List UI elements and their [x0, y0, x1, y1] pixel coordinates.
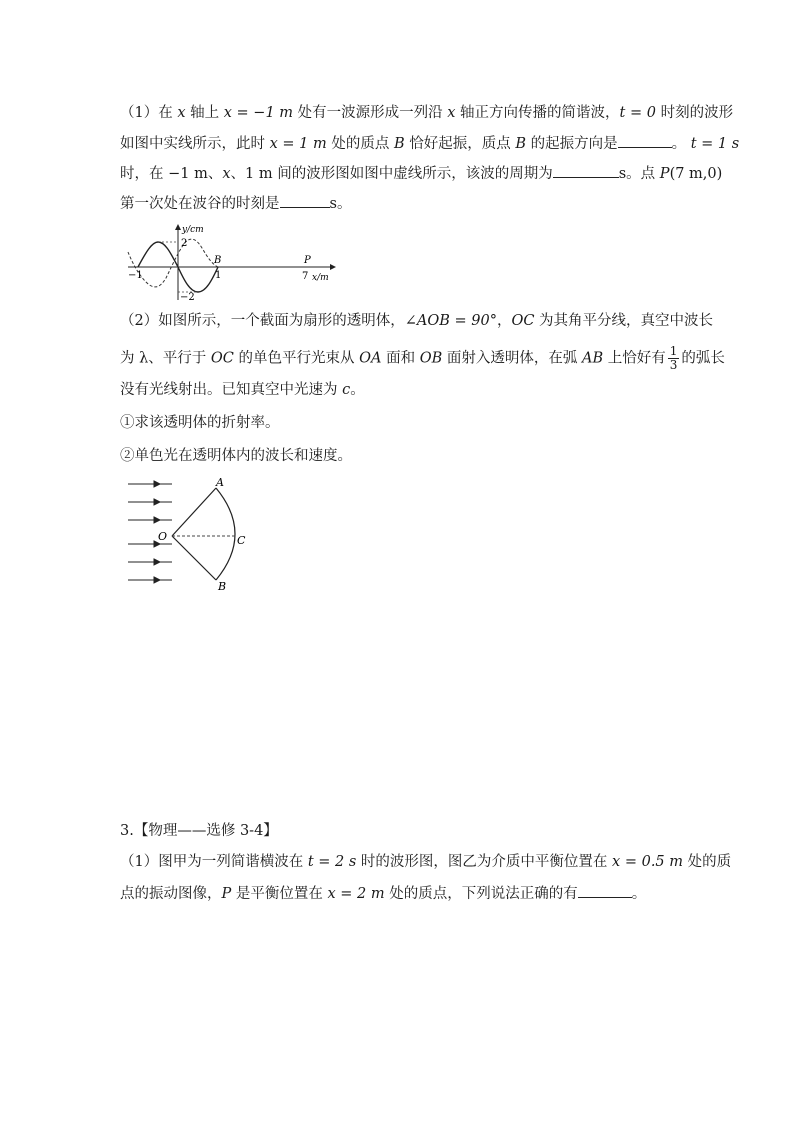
- math-t2: t = 2 s: [307, 854, 357, 870]
- text: 轴正方向传播的简谐波，: [455, 105, 620, 121]
- tick-2: 2: [181, 238, 188, 249]
- text: 处的质点: [326, 136, 394, 152]
- math-point: (7 m,0): [669, 166, 723, 182]
- label-O: O: [158, 530, 168, 543]
- text: 处的质点，下列说法正确的有: [384, 886, 578, 902]
- text: 为其角平分线，真空中波长: [534, 313, 714, 329]
- var-x: x: [222, 166, 231, 182]
- text: （1）在: [120, 105, 178, 121]
- q2-line-4: [120, 413, 280, 433]
- tick-neg1: −1: [128, 270, 143, 281]
- y-label: y/cm: [182, 225, 204, 235]
- tick-1: 1: [215, 270, 222, 281]
- text: 。: [350, 382, 365, 398]
- q2-line-1: [120, 311, 713, 331]
- sub-question-1: ①求该透明体的折射率。: [120, 415, 280, 431]
- text: 是平衡位置在: [231, 886, 328, 902]
- math-x-neg1: x = −1 m: [223, 105, 294, 121]
- edge-OB: [172, 536, 216, 580]
- label-C: C: [237, 534, 246, 547]
- tick-neg2: −2: [180, 292, 195, 303]
- label-B: B: [214, 255, 222, 266]
- var-OB: OB: [419, 350, 443, 367]
- q3-header: [120, 821, 278, 841]
- x-axis-arrow: [330, 264, 336, 270]
- fraction-num: 1: [669, 344, 678, 358]
- var-AB: AB: [581, 350, 604, 367]
- text: s。点: [618, 166, 660, 182]
- q1-line-2: [120, 133, 739, 154]
- answer-blank-1[interactable]: [618, 133, 672, 148]
- text: 时，在 −1 m、: [120, 166, 223, 182]
- text: 点的振动图像，: [120, 886, 222, 902]
- section-header: 3.【物理——选修 3-4】: [120, 823, 278, 839]
- math-angle: ∠AOB = 90°: [404, 313, 497, 329]
- x-label: x/m: [312, 273, 329, 283]
- fraction-one-third: [668, 345, 680, 372]
- text: 。: [671, 136, 687, 152]
- var-x: x: [447, 105, 456, 121]
- var-c: c: [342, 382, 351, 398]
- text: 恰好起振，质点: [404, 136, 516, 152]
- math-t0: t = 0: [619, 105, 656, 121]
- q2-line-3: [120, 380, 365, 400]
- arc-AB: [216, 488, 235, 580]
- text: 时的波形图，图乙为介质中平衡位置在: [356, 854, 613, 870]
- q2-line-5: [120, 446, 352, 466]
- q1-line-1: [120, 103, 733, 123]
- var-B: B: [393, 136, 405, 152]
- text: s。: [329, 196, 352, 212]
- var-x: x: [177, 105, 186, 121]
- q1-line-3: [120, 163, 722, 184]
- label-B: B: [218, 580, 227, 592]
- var-P: P: [659, 166, 670, 182]
- sector-figure: [120, 474, 260, 592]
- edge-OA: [172, 488, 216, 536]
- q3-line-2: [120, 883, 646, 904]
- label-A: A: [216, 476, 224, 489]
- tick-7: 7: [302, 271, 309, 282]
- text: （1）图甲为一列简谐横波在: [120, 854, 308, 870]
- var-OC: OC: [511, 313, 535, 329]
- y-axis-arrow: [175, 224, 181, 230]
- var-B: B: [515, 136, 526, 152]
- fraction-den: 3: [669, 358, 678, 372]
- var-OA: OA: [359, 350, 382, 367]
- q2-line-2: [120, 345, 725, 372]
- math-x1: x = 1 m: [269, 136, 327, 152]
- wave-figure: [120, 222, 340, 304]
- q3-line-1: [120, 852, 731, 872]
- answer-blank-2[interactable]: [553, 163, 619, 178]
- text: 没有光线射出。已知真空中光速为: [120, 382, 343, 398]
- math-t1: t = 1 s: [690, 136, 740, 152]
- text: 轴上: [185, 105, 224, 121]
- text: 面射入透明体，在弧: [442, 350, 582, 367]
- text: 时刻的波形: [655, 105, 734, 121]
- q1-line-4: [120, 193, 351, 214]
- text: （2）如图所示，一个截面为扇形的透明体，: [120, 313, 405, 329]
- text: 面和: [381, 350, 420, 367]
- text: ，: [496, 313, 512, 329]
- text: 上恰好有: [603, 350, 666, 367]
- var-OC: OC: [210, 350, 234, 367]
- text: 的单色平行光束从: [233, 350, 360, 367]
- answer-blank-4[interactable]: [578, 883, 632, 898]
- text: 处有一波源形成一列沿: [293, 105, 448, 121]
- answer-blank-3[interactable]: [280, 193, 330, 208]
- text: 为 λ、平行于: [120, 350, 211, 367]
- text: 的弧长: [681, 350, 725, 367]
- label-P: P: [304, 255, 311, 266]
- text: 第一次处在波谷的时刻是: [120, 196, 280, 212]
- math-x2: x = 2 m: [327, 886, 385, 902]
- text: 处的质: [683, 854, 732, 870]
- sub-question-2: ②单色光在透明体内的波长和速度。: [120, 448, 352, 464]
- text: 、1 m 间的波形图如图中虚线所示，该波的周期为: [230, 166, 553, 182]
- text: 。: [631, 886, 647, 902]
- text: 如图中实线所示，此时: [120, 136, 270, 152]
- math-x05: x = 0.5 m: [612, 854, 684, 870]
- var-P: P: [221, 886, 232, 902]
- text: 的起振方向是: [526, 136, 618, 152]
